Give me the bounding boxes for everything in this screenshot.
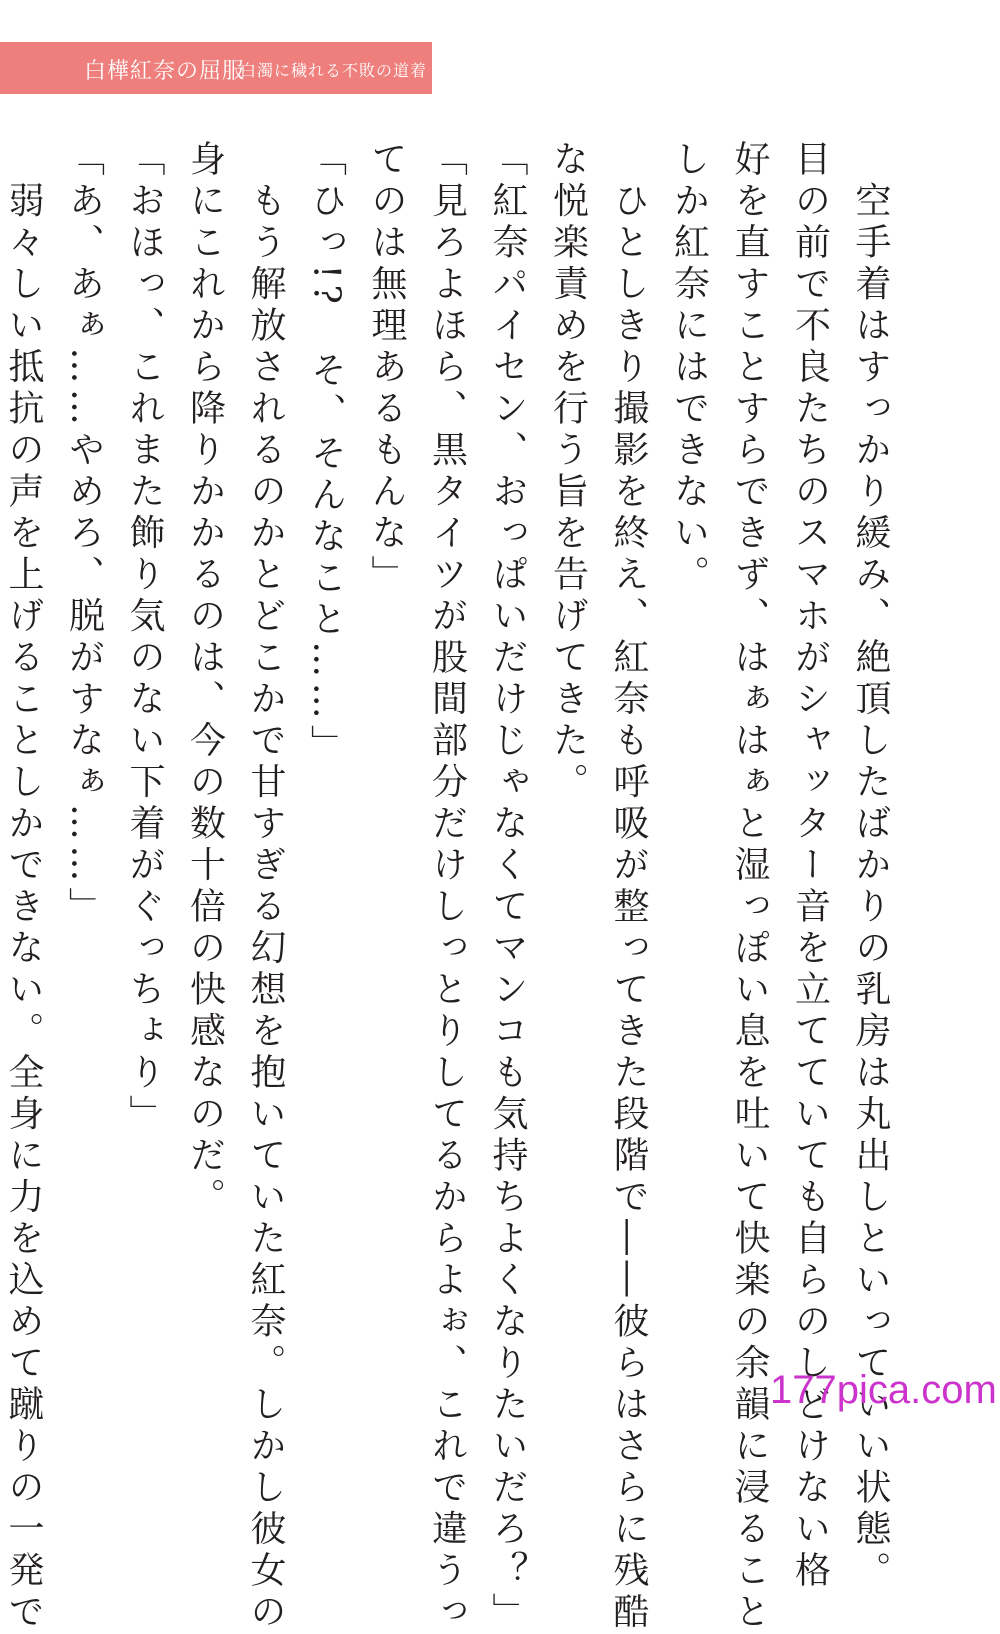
text-line: な悦楽責めを行う旨を告げてきた。 — [547, 140, 589, 804]
text-line: 「おほっ、これまた飾り気のない下着がぐっちょり」 — [124, 140, 165, 1136]
text-line: てのは無理あるもんな」 — [366, 140, 407, 597]
text-line: ひとしきり撮影を終え、紅奈も呼吸が整ってきた段階で――彼らはさらに残酷 — [608, 140, 649, 1634]
chapter-title: 白濁に穢れる不敗の道着 — [240, 61, 428, 80]
header-band — [0, 42, 432, 94]
text-line: 好を直すことすらできず、はぁはぁと湿っぽい息を吐いて快楽の余韻に浸ること — [729, 140, 770, 1634]
watermark-text: 177pica.com — [770, 1368, 997, 1412]
text-line: 弱々しい抵抗の声を上げることしかできない。全身に力を込めて蹴りの一発で — [3, 140, 44, 1634]
text-line: 身にこれから降りかかるのは、今の数十倍の快感なのだ。 — [184, 140, 226, 1219]
text-line: 「あ、あぁ……やめろ、脱がすなぁ……」 — [63, 140, 105, 929]
text-line: 空手着はすっかり緩み、絶頂したばかりの乳房は丸出しといっていい状態。 — [850, 140, 891, 1593]
text-line: もう解放されるのかとどこかで甘すぎる幻想を抱いていた紅奈。しかし彼女の — [245, 140, 286, 1634]
text-line: 「ひっ!? そ、そんなこと……」 — [305, 140, 347, 766]
text-line: 目の前で不良たちのスマホがシャッター音を立てていても自らのしどけない格 — [789, 140, 831, 1593]
text-line: しか紅奈にはできない。 — [668, 140, 710, 597]
text-line: 「見ろよほら、黒タイツが股間部分だけしっとりしてるからよぉ、これで違うっ — [426, 140, 468, 1634]
book-title: 白樺紅奈の屈服 — [84, 59, 246, 84]
text-line: 「紅奈パイセン、おっぱいだけじゃなくてマンコも気持ちよくなりたいだろ？」 — [487, 140, 528, 1634]
